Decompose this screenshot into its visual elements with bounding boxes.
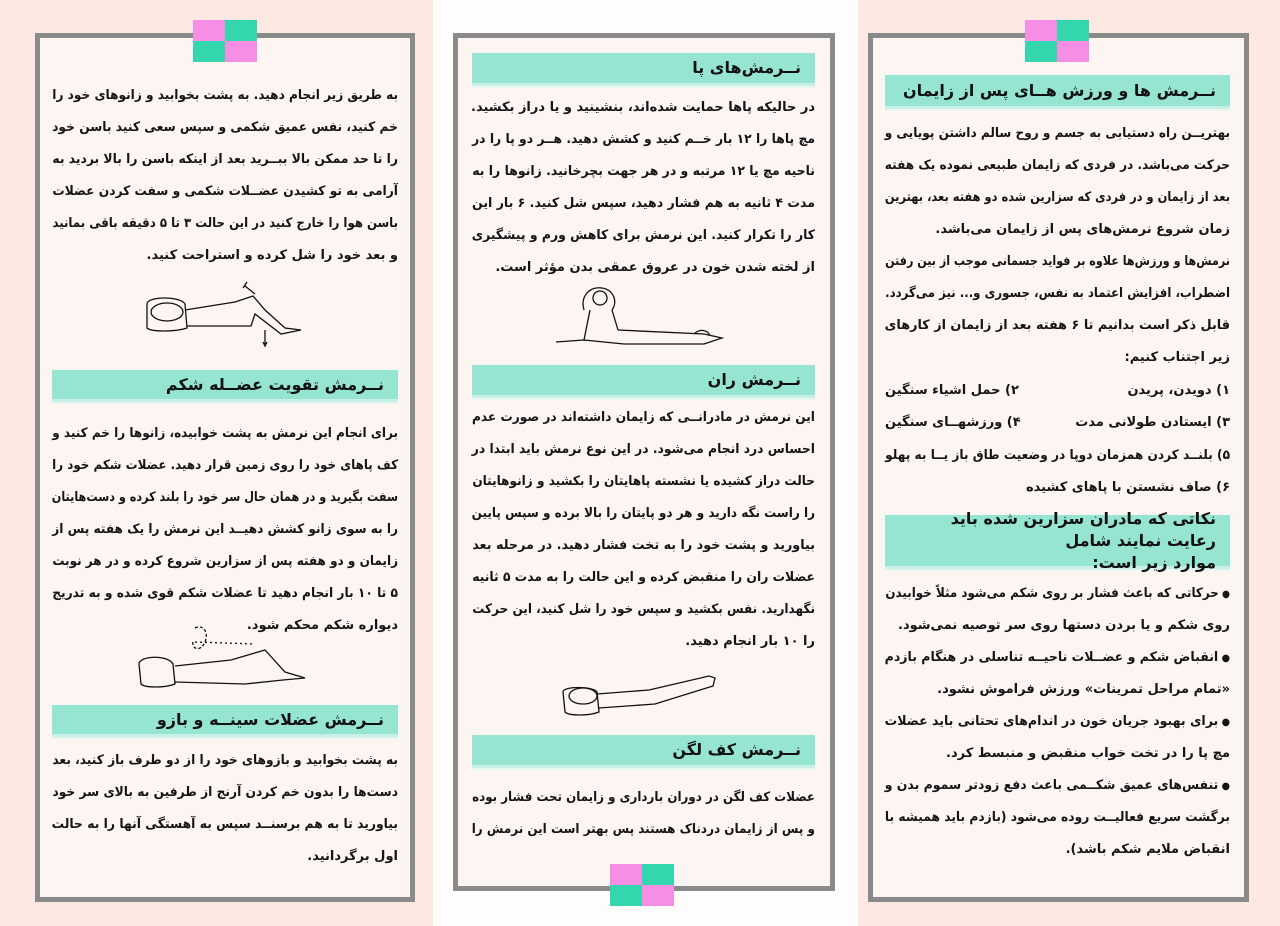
- bullet-line: «تمام مراحل تمرینات» ورزش فراموش نشود.: [937, 682, 1230, 697]
- paragraph-line: برای انجام این نرمش به پشت خوابیده، زانوها را خم کنید و: [52, 426, 399, 441]
- paragraph: [885, 440, 1230, 504]
- list-row: [885, 407, 1230, 439]
- paragraph-line: در حالیکه پاها حمایت شده‌اند، بنشینید و یا دراز بکشید.: [471, 100, 815, 115]
- section-heading: [472, 365, 815, 398]
- decorative-squares-right: [1025, 20, 1089, 62]
- section-heading: [472, 735, 815, 768]
- paragraph-line: و پس از زایمان دردناک هستند پس بهتر است این نرمش را: [471, 822, 815, 837]
- paragraph-line: ناحیه مچ یا ۱۲ مرتبه و در هر جهت بچرخانید. زانوها را به: [472, 164, 815, 179]
- paragraph-line: بهتریــن راه دستیابی به جسم و روح سالم داشتن پویایی و: [884, 126, 1230, 141]
- numbered-list: [885, 375, 1230, 439]
- paragraph-line: مدت ۴ ثانیه به هم فشار دهید، سپس شل کنید. ۶ بار این: [472, 196, 815, 211]
- woman-pelvic-bridge-icon: [52, 278, 398, 348]
- section-heading-line: نــرمش کف لگن: [672, 740, 801, 759]
- section-heading-line: نکاتی که مادران سزارین شده باید رعایت نمایند شامل: [950, 508, 1216, 550]
- woman-lying-leg-raise-icon: [472, 672, 815, 722]
- bullet-item: [885, 578, 1230, 642]
- section-heading-line: موارد زیر است:: [1092, 552, 1216, 572]
- paragraph: [472, 782, 815, 846]
- paragraph-line: کار را تکرار کنید. این نرمش برای کاهش ورم و پیشگیری: [471, 228, 815, 243]
- paragraph-line: از لخته شدن خون در عروق عمقی بدن مؤثر است.: [495, 260, 815, 275]
- paragraph-line: این نرمش در مادرانــی که زایمان داشته‌اند در صورت عدم: [471, 410, 815, 425]
- paragraph-line: قابل ذکر است بدانیم تا ۶ هفته بعد از زایمان از کارهای: [884, 318, 1230, 333]
- paragraph-line: نرمش‌ها و ورزش‌ها علاوه بر فواید جسمانی موجب از بین رفتن: [885, 254, 1230, 269]
- paragraph-line: اول برگردانید.: [307, 849, 398, 864]
- paragraph: [885, 118, 1230, 374]
- bullet-line: انقباض ملایم شکم باشد).: [1065, 842, 1230, 857]
- paragraph-line: زیر اجتناب کنیم:: [1124, 350, 1230, 365]
- section-heading: [472, 53, 815, 86]
- paragraph-line: بیاورید تا به هم برسنــد سپس به آهستگی آنها را به حالت: [51, 817, 399, 832]
- bullet-line: ● برای بهبود جریان خون در اندام‌های تحتانی باید عضلات: [898, 706, 1230, 738]
- paragraph-line: را راست نگه دارید و هر دو پایتان را بالا برده و سپس پایین: [471, 506, 815, 521]
- paragraph-line: زایمان و دو هفته پس از سزارین شروع کرده و در هر نوبت: [52, 554, 398, 569]
- paragraph-line: عضلات ران را منقبض کرده و این حالت را به مدت ۵ ثانیه: [472, 570, 815, 585]
- bullet-line: ● تنفس‌های عمیق شکــمی باعث دفع زودتر سموم بدن و: [899, 770, 1230, 802]
- paragraph-line: به پشت بخوابید و بازوهای خود را از دو طرف باز کنید، بعد: [52, 753, 398, 768]
- section-heading-line: نــرمش‌های پا: [692, 58, 801, 77]
- paragraph-line: کف پاهای خود را روی زمین قرار دهید. عضلات شکم خود را: [52, 458, 399, 473]
- paragraph-line: آرامی به تو کشیدن عضــلات شکمی و سفت کردن عضلات: [52, 184, 399, 199]
- paragraph-line: اضطراب، افزایش اعتماد به نفس، جسوری و... نیز می‌گردد.: [885, 286, 1230, 301]
- woman-abdominal-curl-icon: [52, 622, 398, 692]
- paragraph-line: ۶) صاف نشستن با پاهای کشیده: [1025, 480, 1230, 495]
- paragraph-line: سفت بگیرید و در همان حال سر خود را بلند کرده و دست‌هایتان: [51, 490, 398, 505]
- paragraph-line: عضلات کف لگن در دوران بارداری و زایمان تحت فشار بوده: [472, 790, 815, 805]
- paragraph-line: دیواره شکم محکم شود.: [246, 618, 398, 633]
- bullet-line: روی شکم و یا بردن دستها روی سر توصیه نمی‌شود.: [898, 618, 1230, 633]
- list-item: ۴) ورزشهــای سنگین: [885, 415, 1021, 430]
- decorative-squares-bottom: [610, 864, 674, 906]
- paragraph-line: حرکت می‌باشد. در فردی که زایمان طبیعی نموده یک هفته: [884, 158, 1230, 173]
- paragraph-line: را به سوی زانو کشش دهیــد این نرمش را یک هفته پس از: [52, 522, 399, 537]
- section-heading-line: نــرمش عضلات سینــه و بازو: [156, 709, 384, 729]
- section-heading: [52, 370, 398, 402]
- section-heading-line: نــرمش ها و ورزش هــای پس از زایمان: [902, 80, 1216, 100]
- section-heading-line: نــرمش تقویت عضــله شکم: [165, 374, 384, 394]
- paragraph: [52, 80, 398, 272]
- paragraph-line: و بعد خود را شل کرده و استراحت کنید.: [146, 248, 398, 263]
- paragraph-line: بیاورید و پشت خود را به تخت فشار دهید. در مرحله بعد: [472, 538, 815, 553]
- paragraph-line: احساس درد انجام می‌شود. در این نوع نرمش باید ابتدا در: [471, 442, 815, 457]
- paragraph: [52, 745, 398, 873]
- woman-sitting-legs-extended-icon: [472, 282, 815, 352]
- list-item: ۳) ایستادن طولانی مدت: [1075, 415, 1230, 430]
- paragraph-line: باسن هوا را خارج کنید در این حالت ۳ تا ۵ دقیقه باقی بمانید: [52, 216, 398, 231]
- paragraph-line: را ۱۰ بار انجام دهید.: [685, 634, 815, 649]
- list-item: ۱) دویدن، پریدن: [1127, 383, 1230, 398]
- section-heading: [52, 705, 398, 737]
- paragraph-line: را تا حد ممکن بالا ببــرید بعد از اینکه باسن را بالا بردید به: [52, 152, 399, 167]
- bullet-item: [885, 706, 1230, 770]
- section-heading: [885, 75, 1230, 109]
- bullet-list: [885, 578, 1230, 866]
- section-heading-line: نــرمش ران: [707, 370, 801, 389]
- bullet-line: ● انقباض شکم و عضــلات ناحیــه تناسلی در هنگام بازدم: [898, 642, 1230, 674]
- bullet-item: [885, 770, 1230, 866]
- paragraph-line: دست‌ها را بدون خم کردن آرنج از طرفین به بالای سر خود: [52, 785, 399, 800]
- paragraph-line: نگهدارید. نفس بکشید و سپس خود را شل کنید، این حرکت: [472, 602, 815, 617]
- paragraph-line: ۵) بلنــد کردن همزمان دوپا در وضعیت طاق باز یــا به پهلو: [885, 448, 1230, 463]
- section-heading: [885, 508, 1230, 572]
- paragraph: [52, 418, 398, 642]
- paragraph: [472, 92, 815, 284]
- paragraph-line: زمان شروع نرمش‌های پس از زایمان می‌باشد.: [935, 222, 1230, 237]
- list-item: ۲) حمل اشیاء سنگین: [885, 383, 1019, 398]
- paragraph-line: ۵ تا ۱۰ بار انجام دهید تا عضلات شکم قوی شده و به تدریج: [52, 586, 398, 601]
- bullet-line: برگشت سریع فعالیــت روده می‌شود (بازدم باید همیشه با: [884, 810, 1230, 825]
- decorative-squares-left: [193, 20, 257, 62]
- paragraph-line: مچ پاها را ۱۲ بار خــم کنید و کشش دهید. هــر دو پا را در: [472, 132, 815, 147]
- bullet-line: ● حرکاتی که باعث فشار بر روی شکم می‌شود مثلاً خوابیدن: [914, 578, 1230, 610]
- paragraph-line: خم کنید، نفس عمیق شکمی و سپس سعی کنید باسن خود: [52, 120, 399, 135]
- list-row: [885, 375, 1230, 407]
- bullet-line: مچ پا را در تخت خواب منقبض و منبسط کرد.: [946, 746, 1230, 761]
- paragraph-line: به طریق زیر انجام دهید. به پشت بخوابید و زانوهای خود را: [52, 88, 398, 103]
- paragraph-line: حالت دراز کشیده یا نشسته پاهایتان را بکشید و زانوهایتان: [472, 474, 815, 489]
- paragraph-line: بعد از زایمان و در فردی که سزارین شده دو هفته بعد، بهترین: [884, 190, 1230, 205]
- bullet-item: [885, 642, 1230, 706]
- paragraph: [472, 402, 815, 658]
